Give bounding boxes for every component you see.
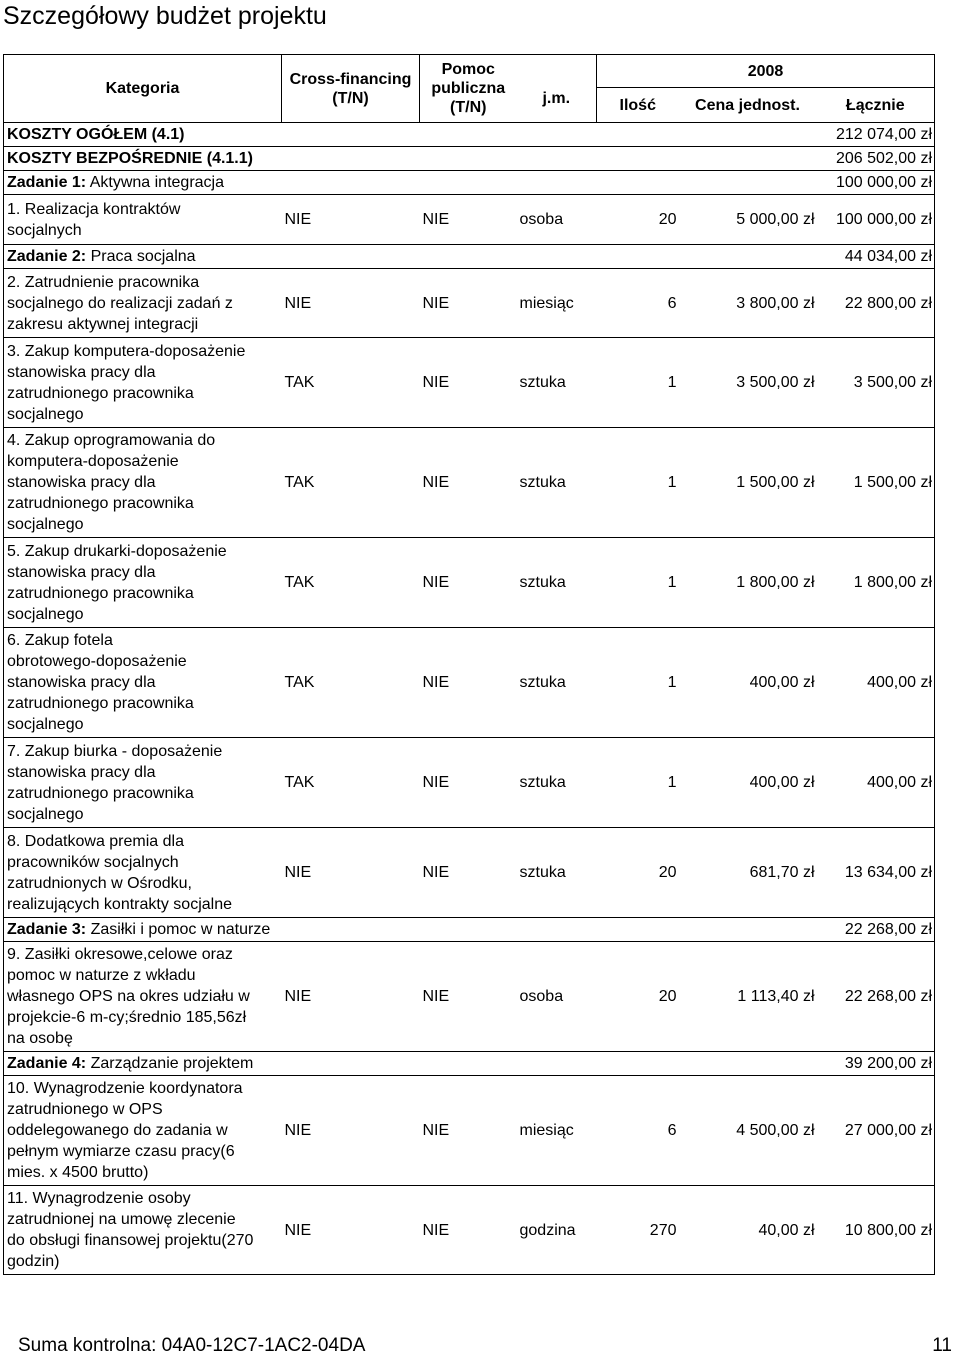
item-qty: 20 (658, 988, 677, 1005)
header-jm: j.m. (517, 55, 597, 123)
item-line: własnego OPS na okres udziału w (7, 988, 250, 1005)
item-pomoc-publiczna: NIE (422, 674, 450, 691)
item-jm: sztuka (519, 574, 566, 591)
item-pomoc-publiczna: NIE (422, 474, 450, 491)
item-line: 5. Zakup drukarki-doposażenie (7, 542, 227, 560)
item-qty: 1 (667, 474, 677, 491)
item-jm: godzina (517, 1186, 597, 1275)
item-description (4, 538, 282, 628)
header-row-1 (4, 55, 935, 88)
item-cross-financing: NIE (282, 1186, 420, 1275)
task-name: Zarządzanie projektem (90, 1055, 254, 1072)
item-line: zatrudnionej na umowę zlecenie (7, 1211, 236, 1228)
page-number: 11 (932, 1335, 952, 1356)
item-cross-financing: TAK (284, 374, 315, 391)
item-line: 3. Zakup komputera-doposażenie (7, 342, 246, 360)
header-pomoc-line: (T/N) (450, 99, 487, 116)
item-line: socjalnego (7, 716, 84, 733)
item-description (4, 428, 282, 538)
item-description (4, 828, 282, 918)
item-jm: sztuka (519, 864, 566, 881)
item-row (4, 942, 935, 1052)
item-line: socjalnych (7, 221, 82, 239)
item-line: stanowiska pracy dla (7, 563, 156, 581)
item-line: zatrudnionego pracownika (7, 495, 194, 512)
header-lacznie: Łącznie (817, 88, 935, 123)
summary-label: KOSZTY OGÓŁEM (4.1) (4, 123, 817, 147)
item-row (4, 195, 935, 245)
item-line: 8. Dodatkowa premia dla (7, 832, 184, 850)
item-cross-financing: TAK (284, 774, 315, 791)
item-line: obrotowego-doposażenie (7, 653, 187, 670)
item-jm: miesiąc (519, 1122, 574, 1139)
item-total: 1 800,00 zł (817, 538, 935, 628)
item-line: zatrudnionego pracownika (7, 384, 194, 402)
item-pomoc-publiczna: NIE (422, 211, 450, 228)
item-line: 6. Zakup fotela (7, 632, 113, 649)
item-pomoc-publiczna: NIE (422, 294, 450, 312)
item-line: socjalnego (7, 516, 84, 533)
item-line: pełnym wymiarze czasu pracy(6 (7, 1143, 235, 1160)
header-kategoria: Kategoria (4, 55, 282, 123)
item-total: 13 634,00 zł (817, 828, 935, 918)
item-row (4, 428, 935, 538)
item-price: 3 500,00 zł (736, 374, 815, 391)
item-description (4, 338, 282, 428)
task-name: Praca socjalna (90, 248, 196, 265)
item-line: zatrudnionych w Ośrodku, (7, 874, 192, 892)
item-description (4, 195, 282, 245)
item-line: godzin) (7, 1253, 60, 1270)
header-cross-financing-line: Cross-financing (289, 70, 412, 88)
summary-row-koszty-bezposrednie (4, 147, 935, 171)
summary-label: KOSZTY BEZPOŚREDNIE (4.1.1) (4, 147, 817, 171)
budget-table-container (3, 54, 934, 1290)
item-line: zatrudnionego pracownika (7, 695, 194, 712)
task-row (4, 918, 935, 942)
item-line: 10. Wynagrodzenie koordynatora (7, 1080, 243, 1097)
summary-total: 212 074,00 zł (817, 123, 935, 147)
task-row (4, 245, 935, 269)
item-line: stanowiska pracy dla (7, 474, 156, 491)
item-line: do obsługi finansowej projektu(270 (7, 1232, 254, 1249)
item-jm: osoba (519, 211, 564, 228)
item-row (4, 628, 935, 738)
item-price: 1 800,00 zł (736, 574, 815, 591)
item-row (4, 1186, 935, 1275)
item-pomoc-publiczna: NIE (422, 988, 450, 1005)
item-line: realizujących kontrakty socjalne (7, 895, 232, 913)
item-line: 2. Zatrudnienie pracownika (7, 273, 200, 291)
task-prefix: Zadanie 3: (7, 921, 87, 938)
item-line: oddelegowanego do zadania w (7, 1122, 228, 1139)
item-line: 9. Zasiłki okresowe,celowe oraz (7, 946, 233, 963)
item-qty: 1 (667, 674, 677, 691)
item-line: socjalnego (7, 605, 84, 623)
item-line: projekcie-6 m-cy;średnio 185,56zł (7, 1009, 247, 1026)
item-qty: 270 (597, 1186, 679, 1275)
task-label (4, 171, 817, 195)
item-pomoc-publiczna: NIE (422, 574, 450, 591)
item-line: 7. Zakup biurka - doposażenie (7, 742, 223, 760)
item-line: stanowiska pracy dla (7, 363, 156, 381)
item-cross-financing: NIE (284, 1122, 312, 1139)
item-pomoc-publiczna: NIE (422, 374, 450, 391)
task-prefix: Zadanie 2: (7, 248, 87, 265)
item-qty: 1 (667, 374, 677, 391)
item-cross-financing: NIE (284, 988, 312, 1005)
summary-total: 206 502,00 zł (817, 147, 935, 171)
item-qty: 1 (667, 574, 677, 591)
item-jm: sztuka (519, 674, 566, 691)
item-line: zakresu aktywnej integracji (7, 315, 199, 333)
item-pomoc-publiczna: NIE (420, 1186, 517, 1275)
item-qty: 20 (658, 864, 677, 881)
task-row (4, 171, 935, 195)
item-line: 4. Zakup oprogramowania do (7, 432, 216, 449)
item-description (4, 738, 282, 828)
item-row (4, 538, 935, 628)
item-line: mies. x 4500 brutto) (7, 1164, 149, 1181)
task-total: 39 200,00 zł (817, 1052, 935, 1076)
item-line: socjalnego do realizacji zadań z (7, 294, 233, 312)
budget-table (3, 54, 935, 1275)
item-line: na osobę (7, 1030, 73, 1047)
item-pomoc-publiczna: NIE (422, 774, 450, 791)
item-jm: sztuka (519, 474, 566, 491)
task-total: 44 034,00 zł (817, 245, 935, 269)
header-pomoc-line: Pomoc (441, 61, 495, 78)
item-total: 27 000,00 zł (817, 1076, 935, 1186)
item-cross-financing: NIE (284, 294, 312, 312)
item-row (4, 828, 935, 918)
item-price: 3 800,00 zł (736, 294, 815, 312)
item-cross-financing: TAK (284, 474, 315, 491)
item-cross-financing: TAK (284, 674, 315, 691)
item-description (4, 269, 282, 338)
item-price: 400,00 zł (749, 674, 815, 691)
item-total: 22 800,00 zł (817, 269, 935, 338)
task-prefix: Zadanie 1: (7, 174, 87, 191)
task-label (4, 1052, 817, 1076)
item-pomoc-publiczna: NIE (422, 1122, 450, 1139)
item-row (4, 338, 935, 428)
item-total: 10 800,00 zł (817, 1186, 935, 1275)
item-description (4, 1186, 282, 1275)
item-line: zatrudnionego pracownika (7, 784, 194, 802)
item-line: stanowiska pracy dla (7, 763, 156, 781)
task-label (4, 918, 817, 942)
header-ilosc: Ilość (597, 88, 679, 123)
item-qty: 6 (667, 1122, 677, 1139)
header-pomoc-publiczna (420, 55, 517, 123)
task-name: Zasiłki i pomoc w naturze (90, 921, 271, 938)
item-total: 400,00 zł (817, 738, 935, 828)
item-total: 1 500,00 zł (817, 428, 935, 538)
summary-row-koszty-ogolem (4, 123, 935, 147)
item-line: komputera-doposażenie (7, 453, 179, 470)
item-line: pracowników socjalnych (7, 853, 179, 871)
item-total: 3 500,00 zł (817, 338, 935, 428)
item-cross-financing: NIE (284, 864, 312, 881)
item-cross-financing: NIE (284, 211, 312, 228)
header-cross-financing-line: (T/N) (332, 89, 369, 107)
item-price: 40,00 zł (679, 1186, 817, 1275)
item-description (4, 1076, 282, 1186)
item-qty: 20 (658, 211, 677, 228)
header-cena: Cena jednost. (695, 96, 800, 114)
item-jm: sztuka (519, 374, 566, 391)
task-total: 100 000,00 zł (817, 171, 935, 195)
item-cross-financing: TAK (284, 574, 315, 591)
item-line: socjalnego (7, 805, 84, 823)
header-cross-financing (282, 55, 420, 123)
item-jm: osoba (519, 988, 564, 1005)
item-qty: 1 (667, 774, 677, 791)
item-line: zatrudnionego w OPS (7, 1101, 163, 1118)
item-total: 400,00 zł (817, 628, 935, 738)
header-pomoc-line: publiczna (431, 80, 506, 97)
task-total: 22 268,00 zł (817, 918, 935, 942)
item-pomoc-publiczna: NIE (422, 864, 450, 881)
item-total: 22 268,00 zł (817, 942, 935, 1052)
item-line: 1. Realizacja kontraktów (7, 200, 181, 218)
item-description (4, 942, 282, 1052)
item-description (4, 628, 282, 738)
item-price: 400,00 zł (749, 774, 815, 791)
item-price: 1 500,00 zł (736, 474, 815, 491)
item-row (4, 738, 935, 828)
item-jm: miesiąc (519, 294, 574, 312)
item-price: 4 500,00 zł (736, 1122, 815, 1139)
item-price: 1 113,40 zł (737, 988, 815, 1005)
header-year: 2008 (597, 55, 935, 88)
task-label (4, 245, 817, 269)
page-title: Szczegółowy budżet projektu (3, 2, 327, 30)
item-line: stanowiska pracy dla (7, 674, 156, 691)
item-line: 11. Wynagrodzenie osoby (7, 1190, 191, 1207)
task-row (4, 1052, 935, 1076)
task-prefix: Zadanie 4: (7, 1055, 87, 1072)
footer-checksum: Suma kontrolna: 04A0-12C7-1AC2-04DA (18, 1335, 366, 1356)
item-price: 681,70 zł (749, 864, 815, 881)
item-line: zatrudnionego pracownika (7, 584, 194, 602)
item-jm: sztuka (519, 774, 566, 791)
item-line: pomoc w naturze z wkładu (7, 967, 196, 984)
item-qty: 6 (667, 294, 677, 312)
item-line: socjalnego (7, 405, 84, 423)
item-price: 5 000,00 zł (736, 211, 815, 228)
item-row (4, 1076, 935, 1186)
item-total: 100 000,00 zł (817, 195, 935, 245)
item-row (4, 269, 935, 338)
task-name: Aktywna integracja (89, 174, 224, 191)
